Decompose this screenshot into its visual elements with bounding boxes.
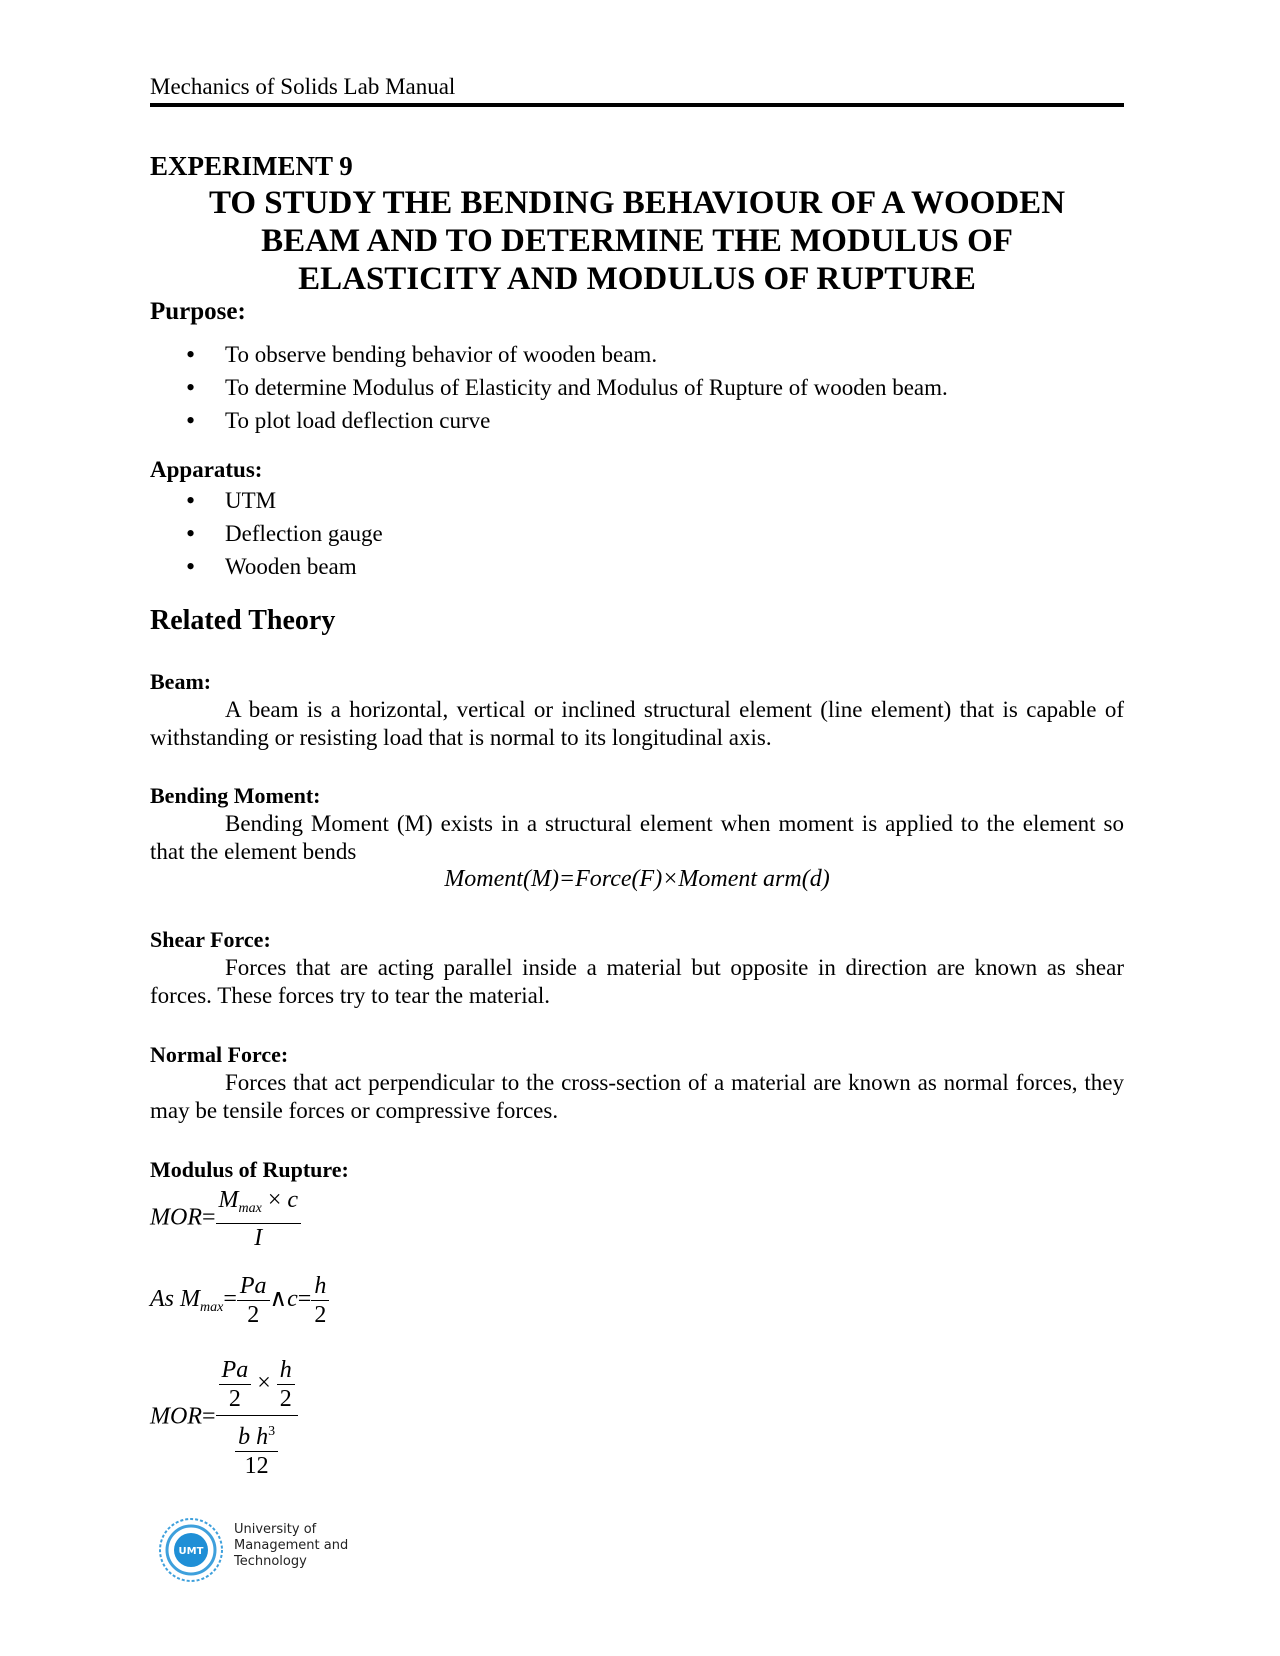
list-item: • UTM <box>150 484 383 517</box>
shear-force-heading: Shear Force: <box>150 927 271 952</box>
header-rule <box>150 103 1124 107</box>
experiment-number: EXPERIMENT 9 <box>150 151 353 181</box>
bending-moment-heading: Bending Moment: <box>150 783 321 808</box>
shear-force-text: Forces that are acting parallel inside a material but opposite in direction are known as shear forces. These forces try to tear the material. <box>150 955 1124 1008</box>
list-item: • Wooden beam <box>150 550 383 583</box>
running-header: Mechanics of Solids Lab Manual <box>150 74 456 99</box>
logo-text: UMT <box>178 1546 204 1557</box>
organization-name <box>234 1522 348 1570</box>
normal-force-heading: Normal Force: <box>150 1042 289 1067</box>
experiment-title <box>150 184 1124 298</box>
related-theory-heading: Related Theory <box>150 605 336 636</box>
moment-equation: Moment(M)=Force(F)×Moment arm(d) <box>444 866 830 892</box>
list-item: • To determine Modulus of Elasticity and Modulus of Rupture of wooden beam. <box>150 371 948 404</box>
title-line-3: ELASTICITY AND MODULUS OF RUPTURE <box>298 261 976 297</box>
beam-heading: Beam: <box>150 669 212 694</box>
mor-equation-3: MOR= $\frac{Pa}{2}$ × $\frac{h}{2}$ $\frac{b h^3}{12}$ <box>150 1356 298 1480</box>
mor-equation-2: As $M_{max}=$ $\frac{Pa}{2}$ ∧c= $\frac{h}{2}$ <box>150 1272 329 1329</box>
org-line-1: University of <box>234 1522 317 1537</box>
normal-force-text: Forces that act perpendicular to the cross-section of a material are known as normal forces, they may be tensile forces or compressive forces. <box>150 1070 1124 1123</box>
org-line-3: Technology <box>234 1554 307 1569</box>
title-line-2: BEAM AND TO DETERMINE THE MODULUS OF <box>261 223 1013 259</box>
modulus-of-rupture-heading: Modulus of Rupture: <box>150 1157 349 1182</box>
list-item: • Deflection gauge <box>150 517 383 550</box>
umt-logo-icon <box>158 1517 224 1583</box>
purpose-list <box>150 338 948 437</box>
beam-text: A beam is a horizontal, vertical or inclined structural element (line element) that is capable of withstanding or resisting load that is normal to its longitudinal axis. <box>150 697 1124 750</box>
apparatus-list <box>150 484 383 583</box>
title-line-1: TO STUDY THE BENDING BEHAVIOUR OF A WOODEN <box>208 185 1066 221</box>
org-line-2: Management and <box>234 1538 349 1553</box>
mor-equation-1: MOR= $\frac{M_{max} \times c}{I}$ <box>150 1186 301 1252</box>
list-item: • To observe bending behavior of wooden beam. <box>150 338 948 371</box>
bending-moment-text: Bending Moment (M) exists in a structural element when moment is applied to the element so that the element bends <box>150 811 1124 864</box>
purpose-heading: Purpose: <box>150 298 246 325</box>
apparatus-heading: Apparatus: <box>150 457 263 482</box>
list-item: • To plot load deflection curve <box>150 404 948 437</box>
